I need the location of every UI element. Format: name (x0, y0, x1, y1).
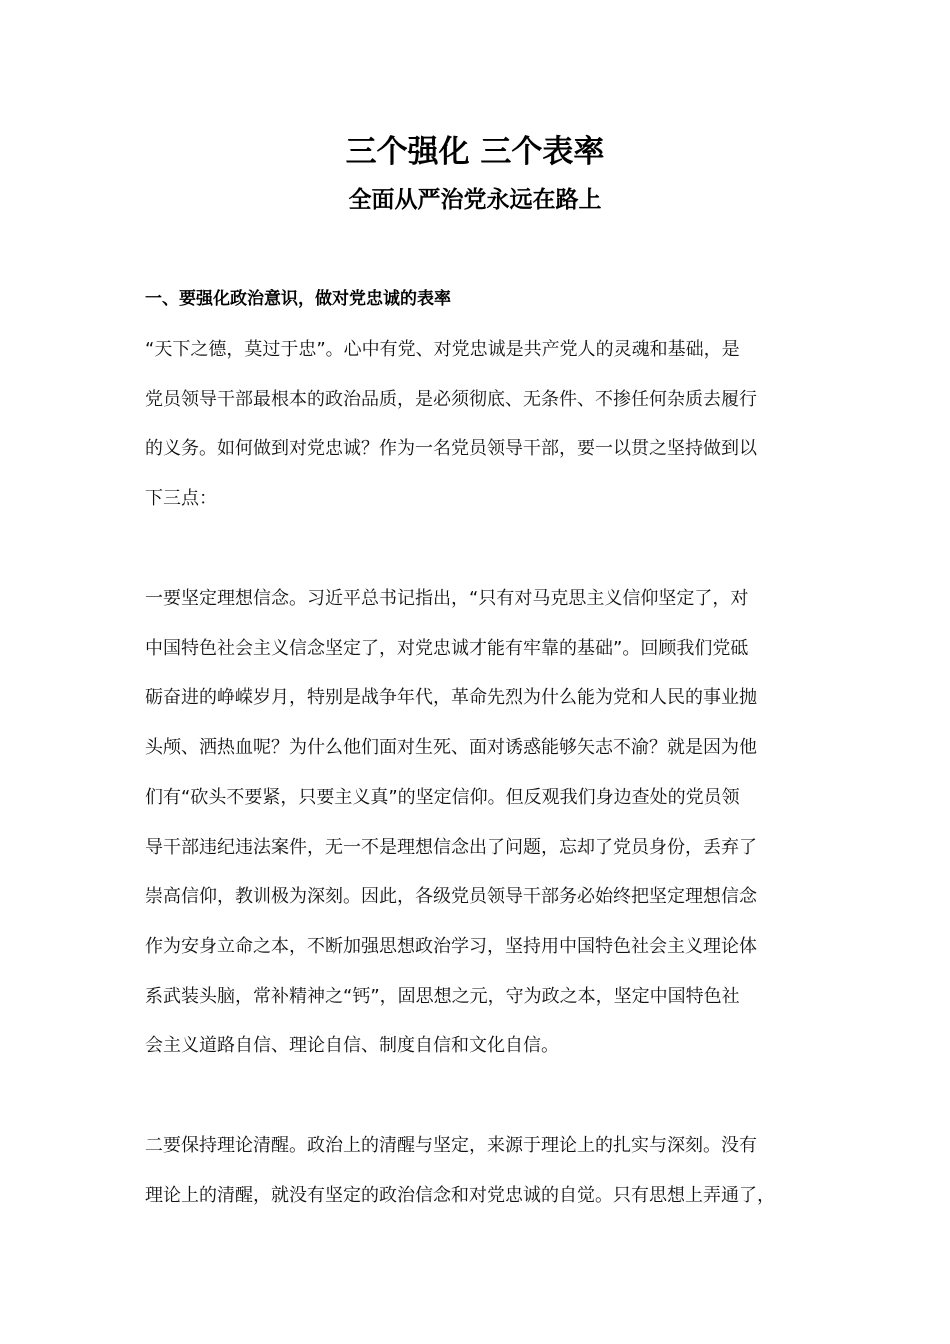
text-line: “天下之德，莫过于忠”。心中有党、对党忠诚是共产党人的灵魂和基础，是 (145, 339, 740, 360)
text-line: 的义务。如何做到对党忠诚？作为一名党员领导干部，要一以贯之坚持做到以 (145, 438, 757, 460)
text-line: 下三点： (145, 488, 217, 510)
text-line: 导干部违纪违法案件，无一不是理想信念出了问题，忘却了党员身份，丢弃了 (145, 836, 757, 858)
text-line: 崇高信仰，教训极为深刻。因此，各级党员领导干部务必始终把坚定理想信念 (145, 886, 757, 908)
text-line: 砺奋进的峥嵘岁月，特别是战争年代，革命先烈为什么能为党和人民的事业抛 (145, 687, 757, 709)
text-line: 头颅、洒热血呢？为什么他们面对生死、面对诱惑能够矢志不渝？就是因为他 (145, 737, 757, 759)
document-title: 三个强化 三个表率 (345, 134, 605, 170)
text-line: 作为安身立命之本，不断加强思想政治学习，坚持用中国特色社会主义理论体 (145, 935, 757, 957)
text-line: 系武装头脑，常补精神之“钙”，固思想之元，守为政之本，坚定中国特色社 (145, 985, 740, 1007)
text-line: 二要保持理论清醒。政治上的清醒与坚定，来源于理论上的扎实与深刻。没有 (145, 1135, 757, 1156)
document-subtitle: 全面从严治党永远在路上 (348, 187, 602, 213)
paragraph-theory (145, 1121, 835, 1220)
text-line: 一要坚定理想信念。习近平总书记指出，“只有对马克思主义信仰坚定了，对 (145, 588, 749, 609)
section-heading: 一、要强化政治意识，做对党忠诚的表率 (145, 289, 451, 309)
paragraph-ideals (145, 574, 835, 1071)
text-line: 会主义道路自信、理论自信、制度自信和文化自信。 (145, 1035, 559, 1057)
paragraph-intro (145, 325, 835, 524)
text-line: 们有“砍头不要紧，只要主义真”的坚定信仰。但反观我们身边查处的党员领 (145, 786, 740, 808)
text-line: 理论上的清醒，就没有坚定的政治信念和对党忠诚的自觉。只有思想上弄通了， (145, 1184, 775, 1206)
text-line: 中国特色社会主义信念坚定了，对党忠诚才能有牢靠的基础”。回顾我们党砥 (145, 637, 749, 659)
text-line: 党员领导干部最根本的政治品质，是必须彻底、无条件、不掺任何杂质去履行 (145, 388, 757, 410)
